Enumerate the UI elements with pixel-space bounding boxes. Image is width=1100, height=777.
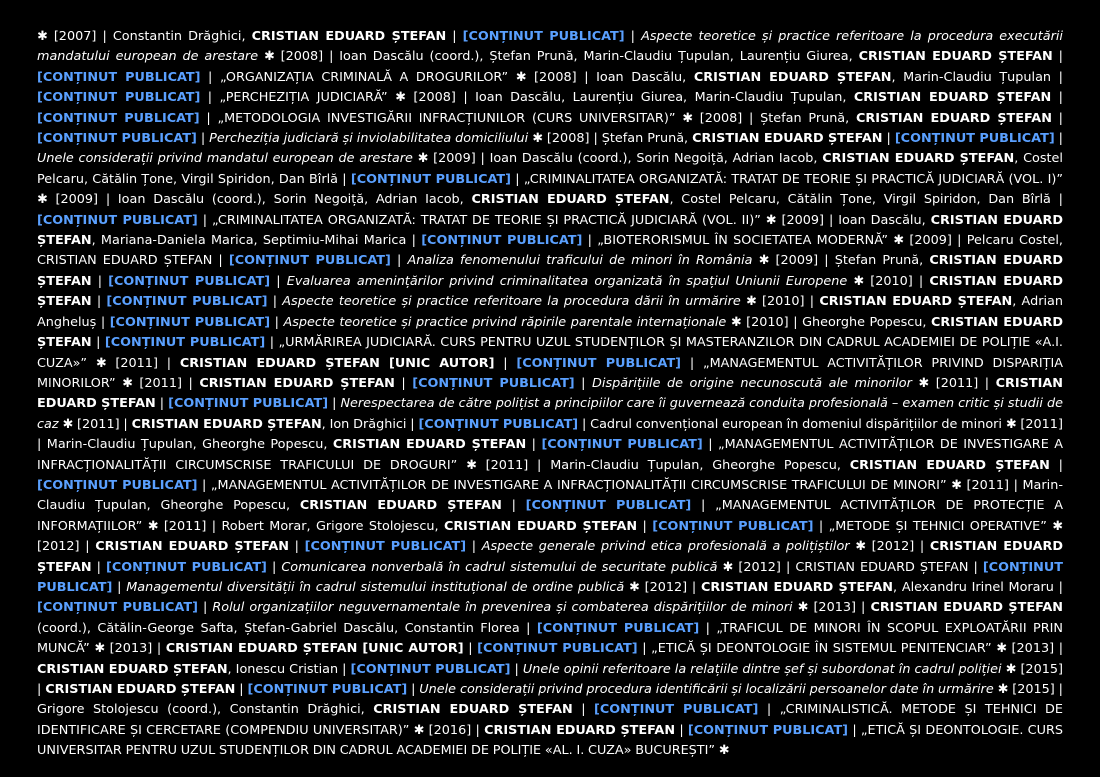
publication-year: [2010] [761, 294, 805, 310]
publication-authors: Robert Morar, Grigore Stolojescu, [221, 518, 444, 534]
separator: | [978, 375, 996, 391]
separator: | [699, 620, 717, 636]
publication-authors: Ioan Dascălu, [838, 212, 931, 228]
publication-year: [2009] [781, 212, 825, 228]
published-content-link[interactable]: [CONȚINUT PUBLICAT] [412, 375, 575, 391]
publication-year: [2008] [413, 90, 456, 106]
publication-authors: Marin-Claudiu Țupulan, Gheorghe Popescu, [46, 437, 333, 453]
separator: | [446, 29, 463, 44]
publication-authors: Ștefan Prună, [601, 131, 693, 147]
author-name-highlight: CRISTIAN EDUARD ȘTEFAN [37, 212, 1063, 249]
published-content-link[interactable]: [CONȚINUT PUBLICAT] [421, 233, 583, 249]
published-content-link[interactable]: [CONȚINUT PUBLICAT] [37, 477, 198, 493]
publication-title: Comunicarea nonverbală în cadrul sistemului de securitate publică [281, 559, 718, 575]
publication-title: Unele opinii referitoare la relațiile dintre șef și subordonat în cadrul poliției [522, 661, 1002, 677]
asterisk-icon: ✱ [417, 151, 429, 167]
author-name-highlight: CRISTIAN EDUARD ȘTEFAN [849, 457, 1050, 473]
publication-authors: , Adrian Angheluș [37, 294, 1063, 330]
publication-year: [2011] [115, 355, 158, 371]
publication-title: Aspecte teoretice și practice privind răpirile parentale internaționale [283, 314, 727, 330]
author-name-highlight: CRISTIAN EDUARD ȘTEFAN [199, 375, 395, 391]
separator: | [155, 396, 169, 412]
published-content-link[interactable]: [CONȚINUT PUBLICAT] [37, 90, 201, 106]
separator: | [856, 600, 871, 616]
separator: | [212, 253, 229, 269]
publication-title: Evaluarea amenințărilor privind criminalitatea organizată în spațiul Uniunii Europene [286, 273, 848, 289]
publication-title: „METODOLOGIA INVESTIGĂRII INFRACȚIUNILOR (CURS UNIVERSITAR)” [217, 110, 676, 126]
publication-authors: Marin-Claudiu Țupulan, Gheorghe Popescu, [37, 477, 1063, 514]
author-name-highlight: CRISTIAN EDUARD ȘTEFAN [471, 192, 670, 208]
publication-title: „MANAGEMENTUL ACTIVITĂȚILOR DE PROTECȚIE A INFORMAȚIILOR” [37, 498, 1063, 534]
publication-title: „ETICĂ ȘI DEONTOLOGIE ÎN SISTEMUL PENITENCIAR” [651, 641, 992, 657]
asterisk-icon: ✱ [37, 29, 48, 44]
publication-authors: Grigore Stolojescu (coord.), Constantin Drăghici, [37, 702, 374, 718]
publication-year: [2008] [534, 69, 577, 85]
separator: | [338, 661, 351, 677]
publication-title: Rolul organizațiilor neguvernamentale în prevenirea și combaterea dispărițiilor de minori [212, 600, 793, 616]
asterisk-icon: ✱ [718, 743, 730, 759]
publication-year: [2010] [870, 273, 913, 289]
publication-year: [2009] [433, 151, 476, 167]
published-content-link[interactable]: [CONȚINUT PUBLICAT] [536, 620, 700, 636]
separator: | [200, 90, 220, 106]
publication-title: „PERCHEZIȚIA JUDICIARĂ” [219, 90, 388, 106]
separator: | [394, 375, 413, 391]
asterisk-icon: ✱ [918, 375, 930, 391]
separator: | [96, 314, 110, 330]
separator: | [91, 273, 109, 289]
separator: | [466, 539, 482, 555]
separator: | [1050, 192, 1063, 208]
separator: | [471, 722, 485, 738]
publication-year: [2013] [813, 600, 856, 616]
asterisk-icon: ✱ [395, 90, 406, 106]
publication-year: [2011] [935, 375, 979, 391]
separator: | [526, 437, 542, 453]
asterisk-icon: ✱ [997, 682, 1009, 697]
published-content-link[interactable]: [CONȚINUT PUBLICAT] [525, 498, 692, 514]
publication-entry [122, 376, 918, 391]
separator: | [1049, 457, 1063, 473]
separator: | [406, 233, 422, 249]
publication-authors: , Mariana-Daniela Marica, Septimiu-Mihai Marica [91, 233, 407, 249]
separator: | [1051, 110, 1063, 126]
separator: | [702, 437, 718, 453]
separator: | [951, 233, 967, 249]
separator: | [528, 457, 551, 473]
publication-title: Managementul diversității în cadrul sistemului instituțional de ordine publică [126, 579, 625, 595]
published-content-link[interactable]: [CONȚINUT PUBLICAT] [894, 131, 1055, 147]
separator: | [119, 416, 132, 432]
separator: | [1052, 49, 1063, 65]
author-name-highlight: CRISTIAN EDUARD ȘTEFAN [UNIC AUTOR] [179, 355, 495, 371]
publication-entry [94, 641, 996, 656]
publication-authors: , Ionescu Cristian [227, 661, 339, 677]
publication-authors: Ioan Dascălu, [596, 69, 694, 85]
publication-title: „MANAGEMENTUL ACTIVITĂȚILOR DE INVESTIGARE A INFRACȚIONALITĂȚII CIRCUMSCRISE TRAFICULUI DE MINORI” [210, 477, 947, 493]
separator: | [206, 518, 222, 534]
publication-year: [2008] [280, 49, 324, 65]
separator: | [582, 233, 598, 249]
author-name-highlight: CRISTIAN EDUARD ȘTEFAN [858, 49, 1053, 65]
separator: | [157, 355, 180, 371]
separator: | [1051, 69, 1063, 85]
published-content-link[interactable]: [CONȚINUT PUBLICAT] [541, 437, 703, 453]
author-name-highlight: CRISTIAN EDUARD ȘTEFAN [299, 498, 502, 514]
published-content-link[interactable]: [CONȚINUT PUBLICAT] [109, 314, 271, 330]
publication-year: [2009] [55, 192, 99, 208]
published-content-link[interactable]: [CONȚINUT PUBLICAT] [594, 702, 759, 718]
author-name-highlight: CRISTIAN EDUARD ȘTEFAN [37, 273, 1063, 310]
published-content-link[interactable]: [CONȚINUT PUBLICAT] [304, 539, 467, 555]
separator: | [804, 294, 820, 310]
separator: | [813, 518, 829, 534]
publication-title: Dispărițiile de origine necunoscută ale minorilor [592, 375, 912, 391]
author-name-highlight: CRISTIAN EDUARD ȘTEFAN [37, 314, 1063, 351]
publication-year: [2011] [966, 477, 1010, 493]
separator: | [624, 29, 642, 44]
asterisk-icon: ✱ [122, 375, 133, 391]
publication-title: Percheziția judiciară și inviolabilitatea domiciliului [209, 131, 529, 147]
separator: | [780, 559, 796, 575]
separator: | [270, 273, 287, 289]
separator: | [267, 294, 283, 310]
separator: | [510, 661, 523, 677]
publication-authors: , Marin-Claudiu Țupulan [891, 69, 1052, 85]
asterisk-icon: ✱ [147, 518, 159, 534]
publication-title: „MANAGEMENTUL ACTIVITĂȚILOR DE INVESTIGARE A INFRACȚIONALITĂȚII CIRCUMSCRISE TRAFICULUI DE DROGURI” [37, 437, 1063, 473]
publication-title: „METODE ȘI TEHNICI OPERATIVE” [828, 518, 1047, 534]
publication-authors: , Ion Drăghici [321, 416, 407, 432]
separator: | [1053, 579, 1063, 595]
published-content-link[interactable]: [CONȚINUT PUBLICAT] [350, 171, 511, 187]
publication-title: „ORGANIZAȚIA CRIMINALĂ A DROGURILOR” [219, 69, 509, 85]
author-name-highlight: CRISTIAN EDUARD ȘTEFAN [484, 722, 676, 738]
publication-year: [2012] [738, 559, 781, 575]
asterisk-icon: ✱ [1052, 518, 1063, 534]
asterisk-icon: ✱ [797, 600, 809, 616]
publication-authors: , Costel Pelcaru, Cătălin Țone, Virgil Spiridon, Dan Bîrlă [669, 192, 1051, 208]
separator: | [338, 171, 351, 187]
publication-entry [148, 519, 1053, 534]
author-name-highlight: CRISTIAN EDUARD ȘTEFAN [373, 702, 573, 718]
separator: | [91, 559, 106, 575]
asterisk-icon: ✱ [62, 416, 74, 432]
separator: | [265, 335, 279, 351]
separator: | [475, 151, 490, 167]
publication-authors: , Alexandru Irinel Moraru [893, 579, 1054, 595]
publication-title: Aspecte teoretice și practice referitoare la procedura executării mandatului european de arestare [37, 29, 1063, 65]
publication-year: [2011] [139, 375, 182, 391]
asterisk-icon: ✱ [853, 273, 865, 289]
author-name-highlight: CRISTIAN EDUARD ȘTEFAN [95, 539, 289, 555]
publication-authors: Ștefan Prună, [760, 110, 856, 126]
author-name-highlight: CRISTIAN EDUARD ȘTEFAN [701, 579, 894, 595]
publication-authors: CRISTIAN EDUARD ȘTEFAN [795, 559, 969, 575]
asterisk-icon: ✱ [996, 641, 1007, 657]
separator: | [197, 477, 211, 493]
separator: | [574, 375, 593, 391]
separator: | [323, 49, 340, 65]
separator: | [758, 702, 780, 718]
published-content-link[interactable]: [CONȚINUT PUBLICAT] [652, 518, 814, 534]
author-name-highlight: CRISTIAN EDUARD ȘTEFAN [131, 416, 322, 432]
publication-year: [2011] [77, 416, 120, 432]
publication-title: Cadrul convențional european în domeniul dispărițiilor de minori [590, 416, 1002, 432]
publication-authors: Marin-Claudiu Țupulan, Gheorghe Popescu, [550, 457, 850, 473]
separator: | [328, 396, 341, 412]
publication-authors: Ioan Dascălu (coord.), Sorin Negoiță, Adrian Iacob, [489, 151, 823, 167]
publication-authors: , Costel Pelcaru, Cătălin Țone, Virgil Spiridon, Dan Bîrlă [37, 151, 1063, 187]
author-name-highlight: CRISTIAN EDUARD ȘTEFAN [UNIC AUTOR] [165, 641, 464, 657]
publication-year: [2010] [746, 314, 789, 330]
separator: | [637, 641, 652, 657]
publication-authors: Ioan Dascălu, Laurențiu Giurea, Marin-Claudiu Țupulan, [475, 90, 854, 106]
author-name-highlight: CRISTIAN EDUARD ȘTEFAN [855, 110, 1052, 126]
asterisk-icon: ✱ [745, 294, 757, 310]
published-content-link[interactable]: [CONȚINUT PUBLICAT] [247, 682, 408, 697]
publication-year: [2012] [37, 539, 80, 555]
publication-entry [62, 417, 1005, 432]
separator: | [200, 69, 220, 85]
separator: | [455, 90, 476, 106]
separator: | [968, 559, 983, 575]
separator: | [818, 253, 835, 269]
separator: | [788, 314, 803, 330]
author-name-highlight: CRISTIAN EDUARD ȘTEFAN [37, 375, 1063, 412]
separator: | [152, 641, 166, 657]
publication-year: [2015] [1020, 661, 1063, 677]
separator: | [1051, 90, 1063, 106]
separator: | [494, 355, 517, 371]
asterisk-icon: ✱ [722, 559, 734, 575]
separator: | [501, 498, 526, 514]
asterisk-icon: ✱ [263, 49, 275, 65]
asterisk-icon: ✱ [94, 641, 106, 657]
published-content-link[interactable]: [CONȚINUT PUBLICAT] [477, 641, 638, 657]
separator: | [912, 273, 930, 289]
separator: | [406, 416, 419, 432]
published-content-link[interactable]: [CONȚINUT PUBLICAT] [108, 273, 271, 289]
separator: | [681, 355, 703, 371]
publication-authors: Constantin Drăghici, [112, 29, 252, 44]
publication-year: [2011] [485, 457, 529, 473]
publication-year: [2008] [699, 110, 743, 126]
published-content-link[interactable]: [CONȚINUT PUBLICAT] [106, 559, 267, 575]
published-content-link[interactable]: [CONȚINUT PUBLICAT] [106, 294, 268, 310]
separator: | [675, 722, 688, 738]
published-content-link[interactable]: [CONȚINUT PUBLICAT] [350, 661, 511, 677]
publication-title: „ETICĂ ȘI DEONTOLOGIE. CURS UNIVERSITAR PENTRU UZUL STUDENȚILOR DIN CADRUL ACADEMIEI DE POLIȚIE «AL. I. CUZA» BUCUREȘTI” [37, 722, 1063, 759]
publication-year: [2013] [1011, 641, 1055, 657]
separator: | [1054, 131, 1063, 147]
published-content-link[interactable]: [CONȚINUT PUBLICAT] [418, 416, 579, 432]
separator: | [98, 192, 118, 208]
publication-year: [2016] [428, 722, 472, 738]
publication-year: [2007] [53, 29, 97, 44]
publication-authors: Pelcaru Costel, CRISTIAN EDUARD ȘTEFAN [37, 233, 1063, 269]
publication-year: [2008] [546, 131, 590, 147]
publication-year: [2011] [163, 518, 207, 534]
asterisk-icon: ✱ [515, 69, 527, 85]
separator: | [288, 539, 305, 555]
publication-title: Nerespectarea de către polițist a principiilor care îi guvernează conduita profesională – examen critic și studii de caz [37, 396, 1063, 432]
published-content-link[interactable]: [CONȚINUT PUBLICAT] [516, 355, 682, 371]
published-content-link[interactable]: [CONȚINUT PUBLICAT] [37, 600, 198, 616]
separator: | [37, 437, 47, 453]
separator: | [407, 682, 420, 697]
publication-title: „CRIMINALITATEA ORGANIZATĂ: TRATAT DE TEORIE ȘI PRACTICĂ JUDICIARĂ (VOL. I)” [523, 171, 1063, 187]
asterisk-icon: ✱ [37, 192, 48, 208]
author-name-highlight: CRISTIAN EDUARD ȘTEFAN [853, 90, 1052, 106]
author-name-highlight: CRISTIAN EDUARD ȘTEFAN [692, 131, 883, 147]
separator: | [91, 335, 105, 351]
publication-authors: Ioan Dascălu (coord.), Ștefan Prună, Marin-Claudiu Țupulan, Laurențiu Giurea, [339, 49, 859, 65]
separator: | [112, 579, 127, 595]
separator: | [79, 539, 96, 555]
asterisk-icon: ✱ [893, 233, 905, 249]
author-name-highlight: CRISTIAN EDUARD ȘTEFAN [819, 294, 1013, 310]
author-name-highlight: CRISTIAN EDUARD ȘTEFAN [822, 151, 1015, 167]
publication-list [37, 27, 1063, 762]
publication-title: „BIOTERORISMUL ÎN SOCIETATEA MODERNĂ” [597, 233, 888, 249]
publication-title: „CRIMINALITATEA ORGANIZATĂ: TRATAT DE TEORIE ȘI PRACTICĂ JUDICIARĂ (VOL. II)” [211, 212, 761, 228]
author-name-highlight: CRISTIAN EDUARD ȘTEFAN [443, 518, 638, 534]
asterisk-icon: ✱ [730, 314, 742, 330]
separator: | [824, 212, 839, 228]
asterisk-icon: ✱ [855, 539, 866, 555]
asterisk-icon: ✱ [466, 457, 477, 473]
asterisk-icon: ✱ [413, 722, 425, 738]
publication-title: „CRIMINALISTICĂ. METODE ȘI TEHNICI DE IDENTIFICARE ȘI CERCETARE (COMPENDIU UNIVERSITAR)” [37, 702, 1063, 738]
author-name-highlight: CRISTIAN EDUARD ȘTEFAN [251, 29, 447, 44]
publication-year: [2012] [644, 579, 688, 595]
asterisk-icon: ✱ [532, 131, 543, 147]
separator: | [510, 171, 524, 187]
separator: | [390, 253, 408, 269]
asterisk-icon: ✱ [951, 477, 962, 493]
separator: | [199, 110, 218, 126]
publication-year: [2009] [775, 253, 819, 269]
separator: | [848, 722, 861, 738]
separator: | [589, 131, 602, 147]
asterisk-icon: ✱ [765, 212, 777, 228]
separator: | [742, 110, 761, 126]
publication-title: Aspecte generale privind etica profesională a polițiștilor [481, 539, 850, 555]
publication-year: [2012] [871, 539, 915, 555]
author-name-highlight: CRISTIAN EDUARD ȘTEFAN [870, 600, 1063, 616]
asterisk-icon: ✱ [1005, 661, 1017, 677]
separator: | [197, 600, 213, 616]
separator: | [196, 131, 210, 147]
published-content-link[interactable]: [CONȚINUT PUBLICAT] [687, 722, 849, 738]
publication-title: „URMĂRIREA JUDICIARĂ. CURS PENTRU UZUL STUDENȚILOR ȘI MASTERANZILOR DIN CADRUL ACADEMIEI DE POLIȚIE «A.I. CUZA»” [37, 335, 1063, 371]
separator: | [235, 682, 248, 697]
separator: | [576, 69, 597, 85]
separator: | [572, 702, 595, 718]
separator: | [91, 294, 107, 310]
publication-year: [2013] [109, 641, 153, 657]
separator: | [691, 498, 716, 514]
publication-title: „MANAGEMENTUL ACTIVITĂȚILOR PRIVIND DISPARIȚIA MINORILOR” [37, 355, 1063, 391]
publication-authors: Ioan Dascălu (coord.), Sorin Negoiță, Adrian Iacob, [117, 192, 472, 208]
separator: | [637, 518, 653, 534]
separator: | [96, 29, 113, 44]
separator: | [1054, 682, 1063, 697]
publication-title: Aspecte teoretice și practice referitoare la procedura dării în urmărire [282, 294, 741, 310]
publication-title: Unele considerații privind procedura identificării și localizării persoanelor date în urmărire [419, 682, 994, 697]
asterisk-icon: ✱ [682, 110, 693, 126]
author-name-highlight: CRISTIAN EDUARD ȘTEFAN [37, 539, 1063, 575]
author-name-highlight: CRISTIAN EDUARD ȘTEFAN [332, 437, 527, 453]
published-content-link[interactable]: [CONȚINUT PUBLICAT] [37, 69, 201, 85]
separator: | [197, 212, 212, 228]
published-content-link[interactable]: [CONȚINUT PUBLICAT] [37, 110, 200, 126]
separator: | [578, 416, 591, 432]
asterisk-icon: ✱ [629, 579, 640, 595]
separator: | [687, 579, 702, 595]
asterisk-icon: ✱ [95, 355, 107, 371]
published-content-link[interactable]: [CONȚINUT PUBLICAT] [104, 335, 266, 351]
author-name-highlight: CRISTIAN EDUARD ȘTEFAN [37, 661, 228, 677]
author-name-highlight: CRISTIAN EDUARD ȘTEFAN [37, 253, 1063, 289]
publication-title: Unele considerații privind mandatul european de arestare [37, 151, 413, 167]
published-content-link[interactable]: [CONȚINUT PUBLICAT] [168, 396, 329, 412]
author-name-highlight: CRISTIAN EDUARD ȘTEFAN [45, 682, 236, 697]
publication-year: [2009] [909, 233, 952, 249]
separator: | [463, 641, 478, 657]
separator: | [519, 620, 537, 636]
publication-authors: Ștefan Prună, [834, 253, 930, 269]
publication-year: [2011] [1020, 416, 1063, 432]
publication-authors: (coord.), Cătălin-George Safta, Ștefan-Gabriel Dascălu, Constantin Florea [37, 620, 520, 636]
separator: | [270, 314, 284, 330]
publication-title: „TRAFICUL DE MINORI ÎN SCOPUL EXPLOATĂRII PRIN MUNCĂ” [37, 620, 1063, 657]
separator: | [882, 131, 895, 147]
published-content-link[interactable]: [CONȚINUT PUBLICAT] [462, 29, 625, 44]
publication-year: [2015] [1012, 682, 1055, 697]
asterisk-icon: ✱ [1005, 416, 1017, 432]
author-name-highlight: CRISTIAN EDUARD ȘTEFAN [693, 69, 892, 85]
published-content-link[interactable]: [CONȚINUT PUBLICAT] [228, 253, 391, 269]
separator: | [266, 559, 282, 575]
separator: | [914, 539, 930, 555]
separator: | [1054, 641, 1064, 657]
published-content-link[interactable]: [CONȚINUT PUBLICAT] [37, 559, 1063, 595]
asterisk-icon: ✱ [758, 253, 770, 269]
published-content-link[interactable]: [CONȚINUT PUBLICAT] [37, 212, 198, 228]
separator: | [181, 375, 200, 391]
publication-authors: Gheorghe Popescu, [802, 314, 931, 330]
separator: | [1009, 477, 1023, 493]
publication-title: Analiza fenomenului traficului de minori în România [407, 253, 753, 269]
published-content-link[interactable]: [CONȚINUT PUBLICAT] [37, 131, 197, 147]
separator: | [37, 682, 46, 697]
